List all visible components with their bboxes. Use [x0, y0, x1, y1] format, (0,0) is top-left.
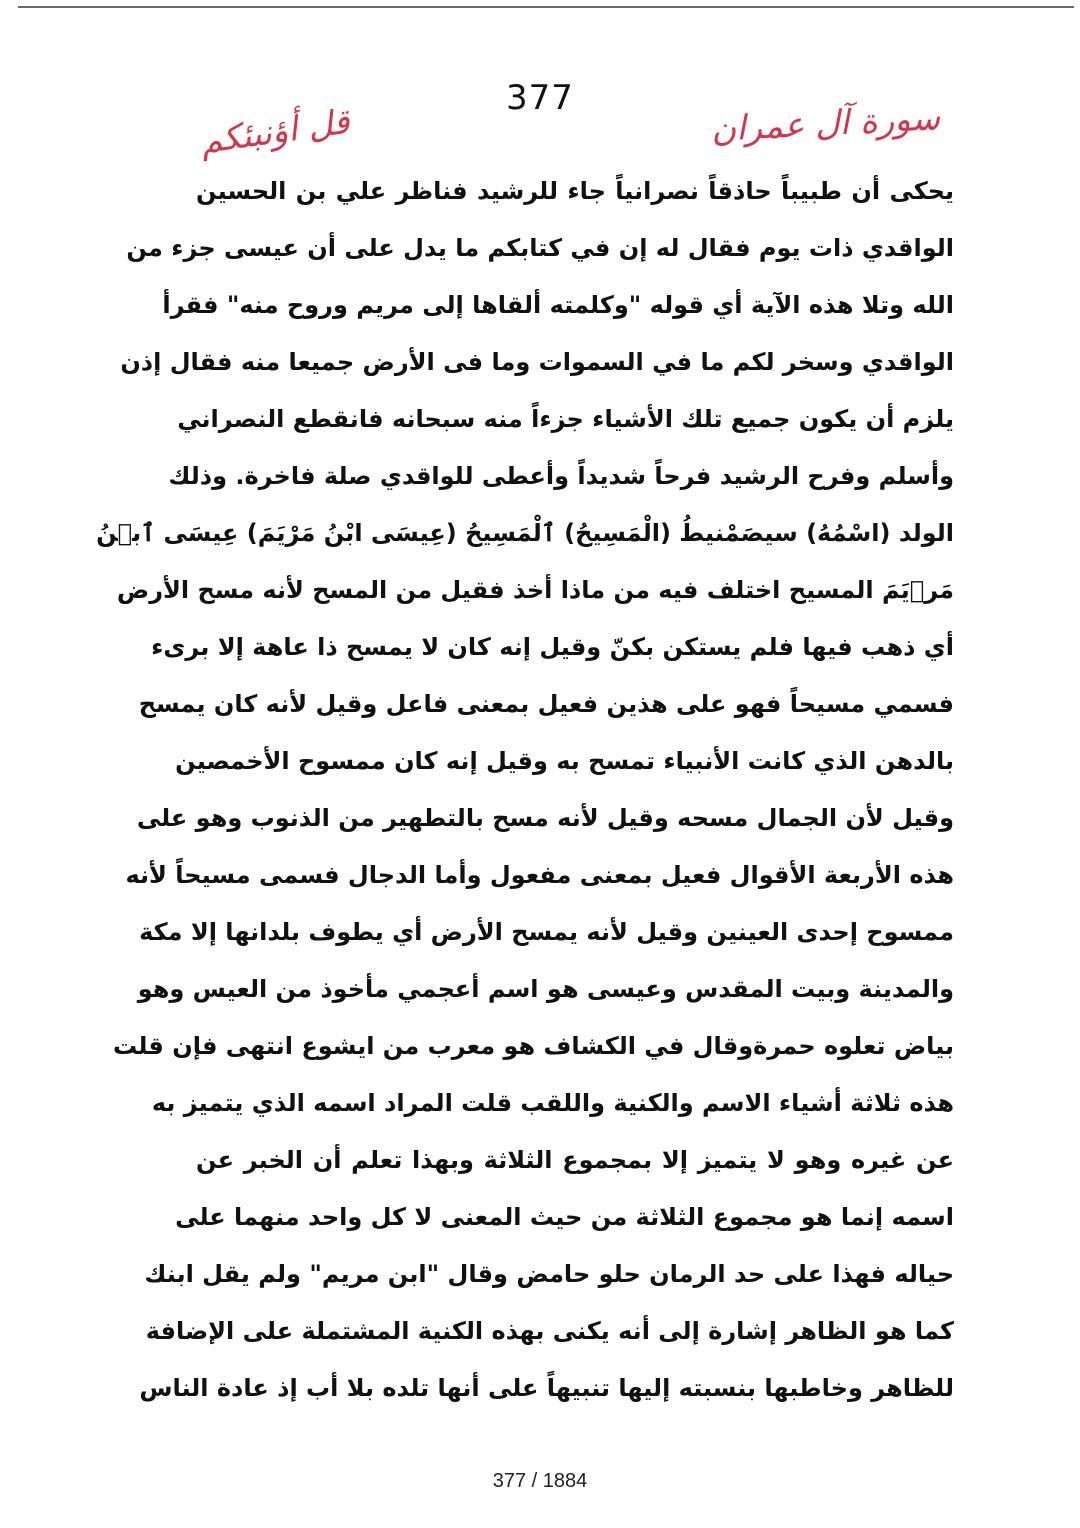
text-line: يلزم أن يكون جميع تلك الأشياء جزءاً منه سبحانه فانقطع النصراني	[177, 405, 954, 433]
handwritten-surah-note: سورة آل عمران	[709, 98, 941, 150]
text-line: للظاهر وخاطبها بنسبته إليها تنبيهاً على أنها تلده بلا أب إذ عادة الناس	[139, 1374, 954, 1402]
text-line: الواقدي وسخر لكم ما في السموات وما فى الأرض جميعا منه فقال إذن	[120, 348, 954, 376]
text-line: الواقدي ذات يوم فقال له إن في كتابكم ما يدل على أن عيسى جزء من	[126, 234, 954, 262]
text-line: والمدينة وبيت المقدس وعيسى هو اسم أعجمي مأخوذ من العيس وهو	[137, 975, 954, 1003]
text-line: حياله فهذا على حد الرمان حلو حامض وقال "ابن مريم" ولم يقل ابنك	[144, 1260, 954, 1288]
text-line: عن غيره وهو لا يتميز إلا بمجموع الثلاثة وبهذا تعلم أن الخبر عن	[196, 1146, 954, 1174]
text-line: كما هو الظاهر إشارة إلى أنه يكنى بهذه الكنية المشتملة على الإضافة	[145, 1317, 954, 1345]
page-counter: 377 / 1884	[492, 1470, 588, 1492]
text-line: هذه ثلاثة أشياء الاسم والكنية واللقب قلت المراد اسمه الذي يتميز به	[151, 1089, 954, 1117]
text-line: وقيل لأن الجمال مسحه وقيل لأنه مسح بالتطهير من الذنوب وهو على	[136, 804, 954, 832]
text-line: الله وتلا هذه الآية أي قوله "وكلمته ألقاها إلى مريم وروح منه" فقرأ	[162, 291, 954, 319]
text-line: فسمي مسيحاً فهو على هذين فعيل بمعنى فاعل وقيل لأنه كان يمسح	[138, 690, 954, 718]
text-line: وأسلم وفرح الرشيد فرحاً شديداً وأعطى للواقدي صلة فاخرة. وذلك	[168, 462, 954, 490]
text-line: اسمه إنما هو مجموع الثلاثة من حيث المعنى لا كل واحد منهما على	[175, 1203, 954, 1231]
top-border-line	[18, 6, 1074, 8]
text-line: مَرۡيَمَ المسيح اختلف فيه من ماذا أخذ فقيل من المسح لأنه مسح الأرض	[116, 576, 954, 604]
text-line: بياض تعلوه حمرةوقال في الكشاف هو معرب من ايشوع انتهى فإن قلت	[112, 1032, 954, 1060]
handwritten-verse-note: قل أؤنبئكم	[197, 101, 353, 163]
page-number: 377	[506, 78, 574, 118]
text-line: بالدهن الذي كانت الأنبياء تمسح به وقيل إنه كان ممسوح الأخمصين	[175, 747, 954, 775]
text-line: الولد (اسْمُهُ) سيصَمْنيطُ (الْمَسِيحُ) ٱلْمَسِيحُ (عِيسَى ابْنُ مَرْيَمَ) عِيسَى ٱبۡنُ	[96, 519, 954, 547]
text-line: أي ذهب فيها فلم يستكن بكنّ وقيل إنه كان لا يمسح ذا عاهة إلا برىء	[151, 633, 954, 661]
text-line: هذه الأربعة الأقوال فعيل بمعنى مفعول وأما الدجال فسمى مسيحاً لأنه	[125, 861, 954, 889]
body-text	[96, 166, 954, 1420]
text-line: يحكى أن طبيباً حاذقاً نصرانياً جاء للرشيد فناظر علي بن الحسين	[196, 177, 954, 205]
text-line: ممسوح إحدى العينين وقيل لأنه يمسح الأرض أي يطوف بلدانها إلا مكة	[139, 918, 954, 946]
